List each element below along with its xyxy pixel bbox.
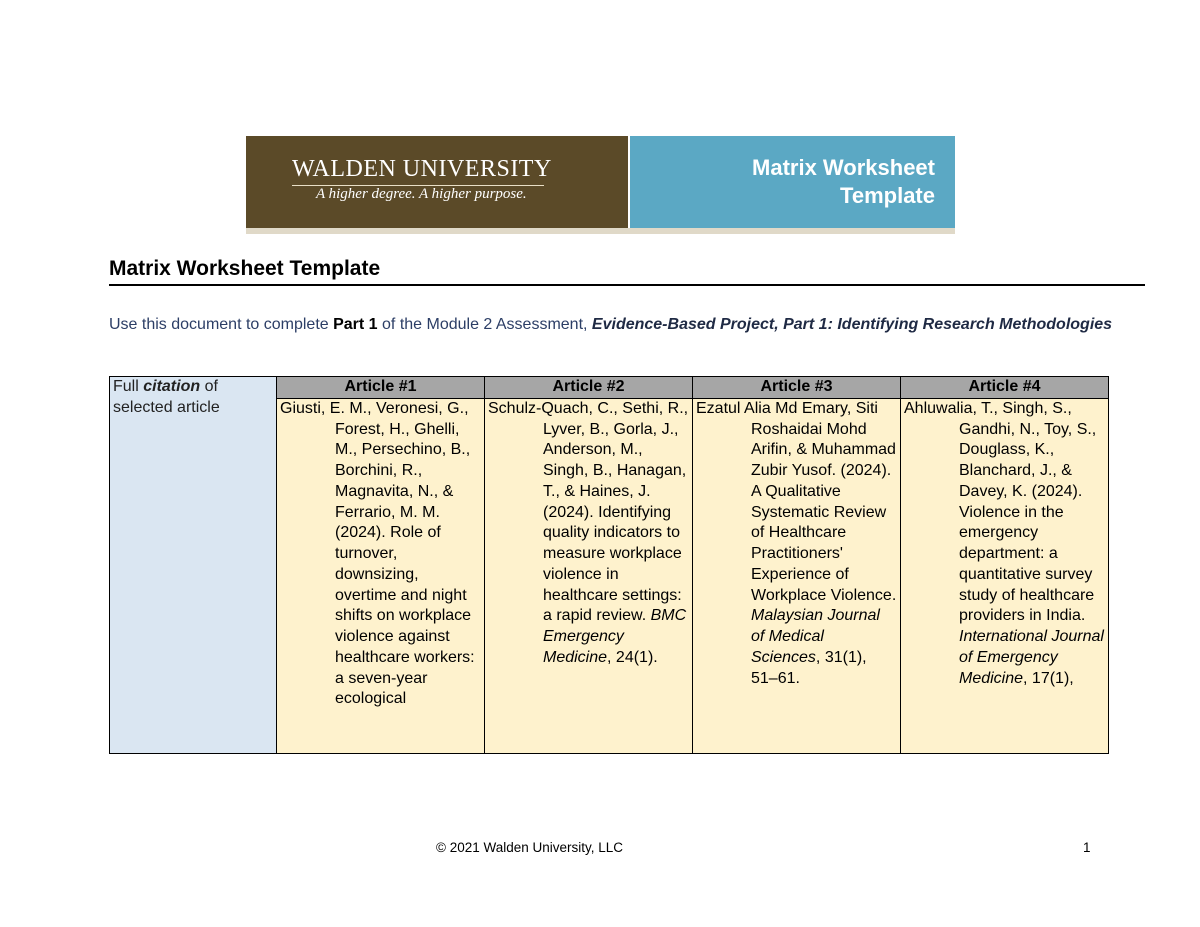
row-label-citation <box>110 377 277 754</box>
row-label-pre: Full <box>113 378 144 395</box>
header-banner <box>246 136 955 234</box>
citation-text: Ahluwalia, T., Singh, S., Gandhi, N., Toy, S., Douglass, K., Blanchard, J., & Davey, K. (2024). Violence in the emergency department: a quantitative survey study of healthcare providers in India. <box>904 399 1097 625</box>
intro-paragraph <box>109 314 1139 335</box>
citation-cell <box>901 398 1109 753</box>
heading-divider <box>109 284 1145 286</box>
citation-text: Giusti, E. M., Veronesi, G., Forest, H., Ghelli, M., Persechino, B., Borchini, R., Magnavita, N., & Ferrario, M. M. (2024). Role of turnover, downsizing, overtime and night shifts on workplace violence against healthcare workers: a seven-year ecological <box>280 399 475 708</box>
citation-cell <box>485 398 693 753</box>
citation-journal: BMC Emergency Medicine <box>543 607 687 666</box>
citation-tail: , 24(1). <box>607 648 658 666</box>
banner-shadow <box>246 228 955 234</box>
intro-middle: of the Module 2 Assessment, <box>377 316 592 333</box>
matrix-table <box>109 376 1109 754</box>
page-number: 1 <box>1083 840 1091 855</box>
citation-cell <box>277 398 485 753</box>
citation-text: Schulz-Quach, C., Sethi, R., Lyver, B., Gorla, J., Anderson, M., Singh, B., Hanagan, T., & Haines, J. (2024). Identifying quality indicators to measure workplace violence in healthcare settings: a rapid review. <box>488 399 689 625</box>
column-header: Article #1 <box>277 377 485 399</box>
intro-project-title: Evidence-Based Project, Part 1: Identifying Research Methodologies <box>591 316 1113 333</box>
citation-tail: , 17(1), <box>1023 669 1074 687</box>
university-tagline: A higher degree. A higher purpose. <box>316 186 527 202</box>
column-header: Article #3 <box>693 377 901 399</box>
banner-title-line1: Matrix Worksheet <box>752 155 935 180</box>
banner-title-line2: Template <box>840 183 935 208</box>
citation-cell <box>693 398 901 753</box>
banner-title-panel <box>630 136 955 228</box>
intro-part: Part 1 <box>333 316 378 333</box>
column-header: Article #4 <box>901 377 1109 399</box>
row-label-emph: citation <box>143 378 201 395</box>
citation-text: Ezatul Alia Md Emary, Siti Roshaidai Mohd Arifin, & Muhammad Zubir Yusof. (2024). A Qualitative Systematic Review of Healthcare Practitioners' Experience of Workplace Violence. <box>696 399 897 604</box>
banner-title <box>675 154 935 210</box>
university-logo-panel <box>246 136 628 228</box>
row-label-post: of selected article <box>113 378 220 416</box>
intro-prefix: Use this document to complete <box>109 316 334 333</box>
table-header-row <box>110 377 1109 399</box>
citation-tail: , 31(1), 51–61. <box>751 648 867 687</box>
citation-journal: International Journal of Emergency Medicine <box>959 628 1104 687</box>
university-logo: WALDEN UNIVERSITY <box>292 156 544 186</box>
column-header: Article #2 <box>485 377 693 399</box>
citation-journal: Malaysian Journal of Medical Sciences <box>751 607 880 666</box>
page-title: Matrix Worksheet Template <box>109 257 381 280</box>
footer-copyright: © 2021 Walden University, LLC <box>436 840 624 855</box>
